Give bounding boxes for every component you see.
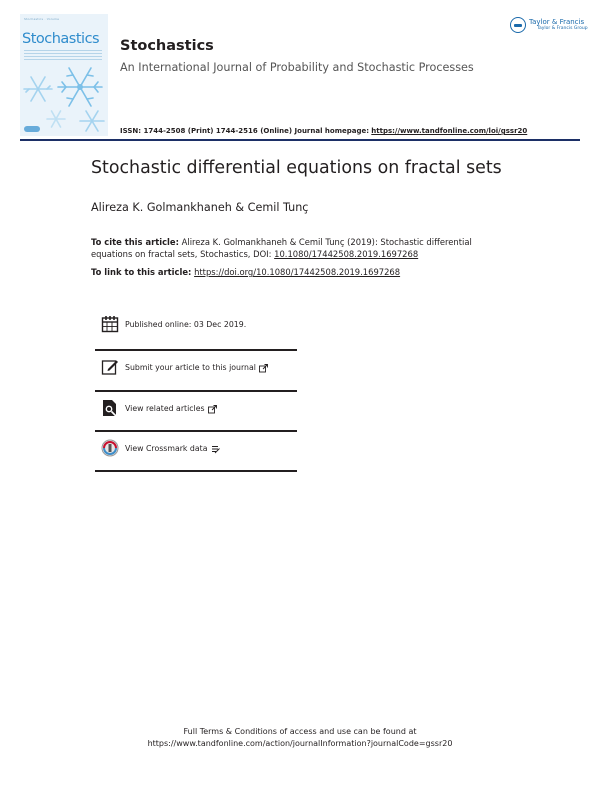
- crossmark-row[interactable]: [95, 431, 297, 469]
- publisher-logo-icon: [510, 17, 526, 33]
- issn-text: ISSN: 1744-2508 (Print) 1744-2516 (Online) Journal homepage:: [120, 127, 370, 135]
- article-title: Stochastic differential equations on fractal sets: [91, 158, 502, 178]
- journal-subtitle: An International Journal of Probability and Stochastic Processes: [120, 61, 474, 74]
- footer-terms: [0, 726, 600, 749]
- edit-icon: [101, 358, 119, 376]
- published-online-row: [95, 307, 297, 345]
- cover-top-text: Stochastics · Volume: [24, 17, 60, 21]
- info-divider: [95, 470, 297, 472]
- crossmark-icon: [101, 439, 119, 457]
- submit-article-row[interactable]: [95, 350, 297, 388]
- link-label: To link to this article:: [91, 267, 192, 277]
- footer-terms-text: Full Terms & Conditions of access and use can be found at: [183, 727, 417, 736]
- cite-text: Alireza K. Golmankhaneh & Cemil Tunç (2019): Stochastic differential equations on fractal sets, Stochastics, DOI:: [91, 237, 472, 259]
- article-url-link[interactable]: https://doi.org/10.1080/17442508.2019.1697268: [194, 267, 401, 277]
- calendar-icon: [101, 315, 119, 333]
- publisher-group: Taylor & Francis Group: [537, 26, 588, 31]
- journal-homepage-link[interactable]: https://www.tandfonline.com/loi/gssr20: [371, 127, 528, 135]
- crossmark-link[interactable]: [125, 444, 220, 454]
- cite-label: To cite this article:: [91, 237, 179, 247]
- publisher-name: Taylor & Francis: [529, 18, 585, 26]
- citation-block: [91, 237, 511, 260]
- issn-homepage-line: [120, 127, 527, 135]
- related-articles-icon: [101, 399, 119, 417]
- submit-article-link[interactable]: [125, 363, 268, 373]
- related-articles-text: View related articles: [125, 404, 205, 413]
- journal-cover-image[interactable]: [20, 14, 108, 136]
- snowflake-fractal-graphic: [20, 59, 108, 136]
- external-link-icon: [259, 364, 268, 373]
- crossmark-text: View Crossmark data: [125, 444, 208, 453]
- footer-terms-url[interactable]: https://www.tandfonline.com/action/journalInformation?journalCode=gssr20: [147, 738, 453, 748]
- external-link-icon: [211, 445, 220, 454]
- header-divider: [20, 139, 580, 141]
- external-link-icon: [208, 405, 217, 414]
- article-authors: Alireza K. Golmankhaneh & Cemil Tunç: [91, 201, 309, 214]
- journal-title: Stochastics: [120, 38, 214, 54]
- article-link-block: [91, 267, 531, 279]
- related-articles-link[interactable]: [125, 404, 217, 414]
- doi-link[interactable]: 10.1080/17442508.2019.1697268: [274, 248, 419, 259]
- cover-journal-name: Stochastics: [22, 31, 100, 47]
- published-online-text: Published online: 03 Dec 2019.: [125, 320, 247, 329]
- publisher-logo[interactable]: [510, 17, 590, 37]
- related-articles-row[interactable]: [95, 391, 297, 429]
- submit-article-text: Submit your article to this journal: [125, 363, 256, 372]
- cover-publisher-mark: [24, 126, 40, 132]
